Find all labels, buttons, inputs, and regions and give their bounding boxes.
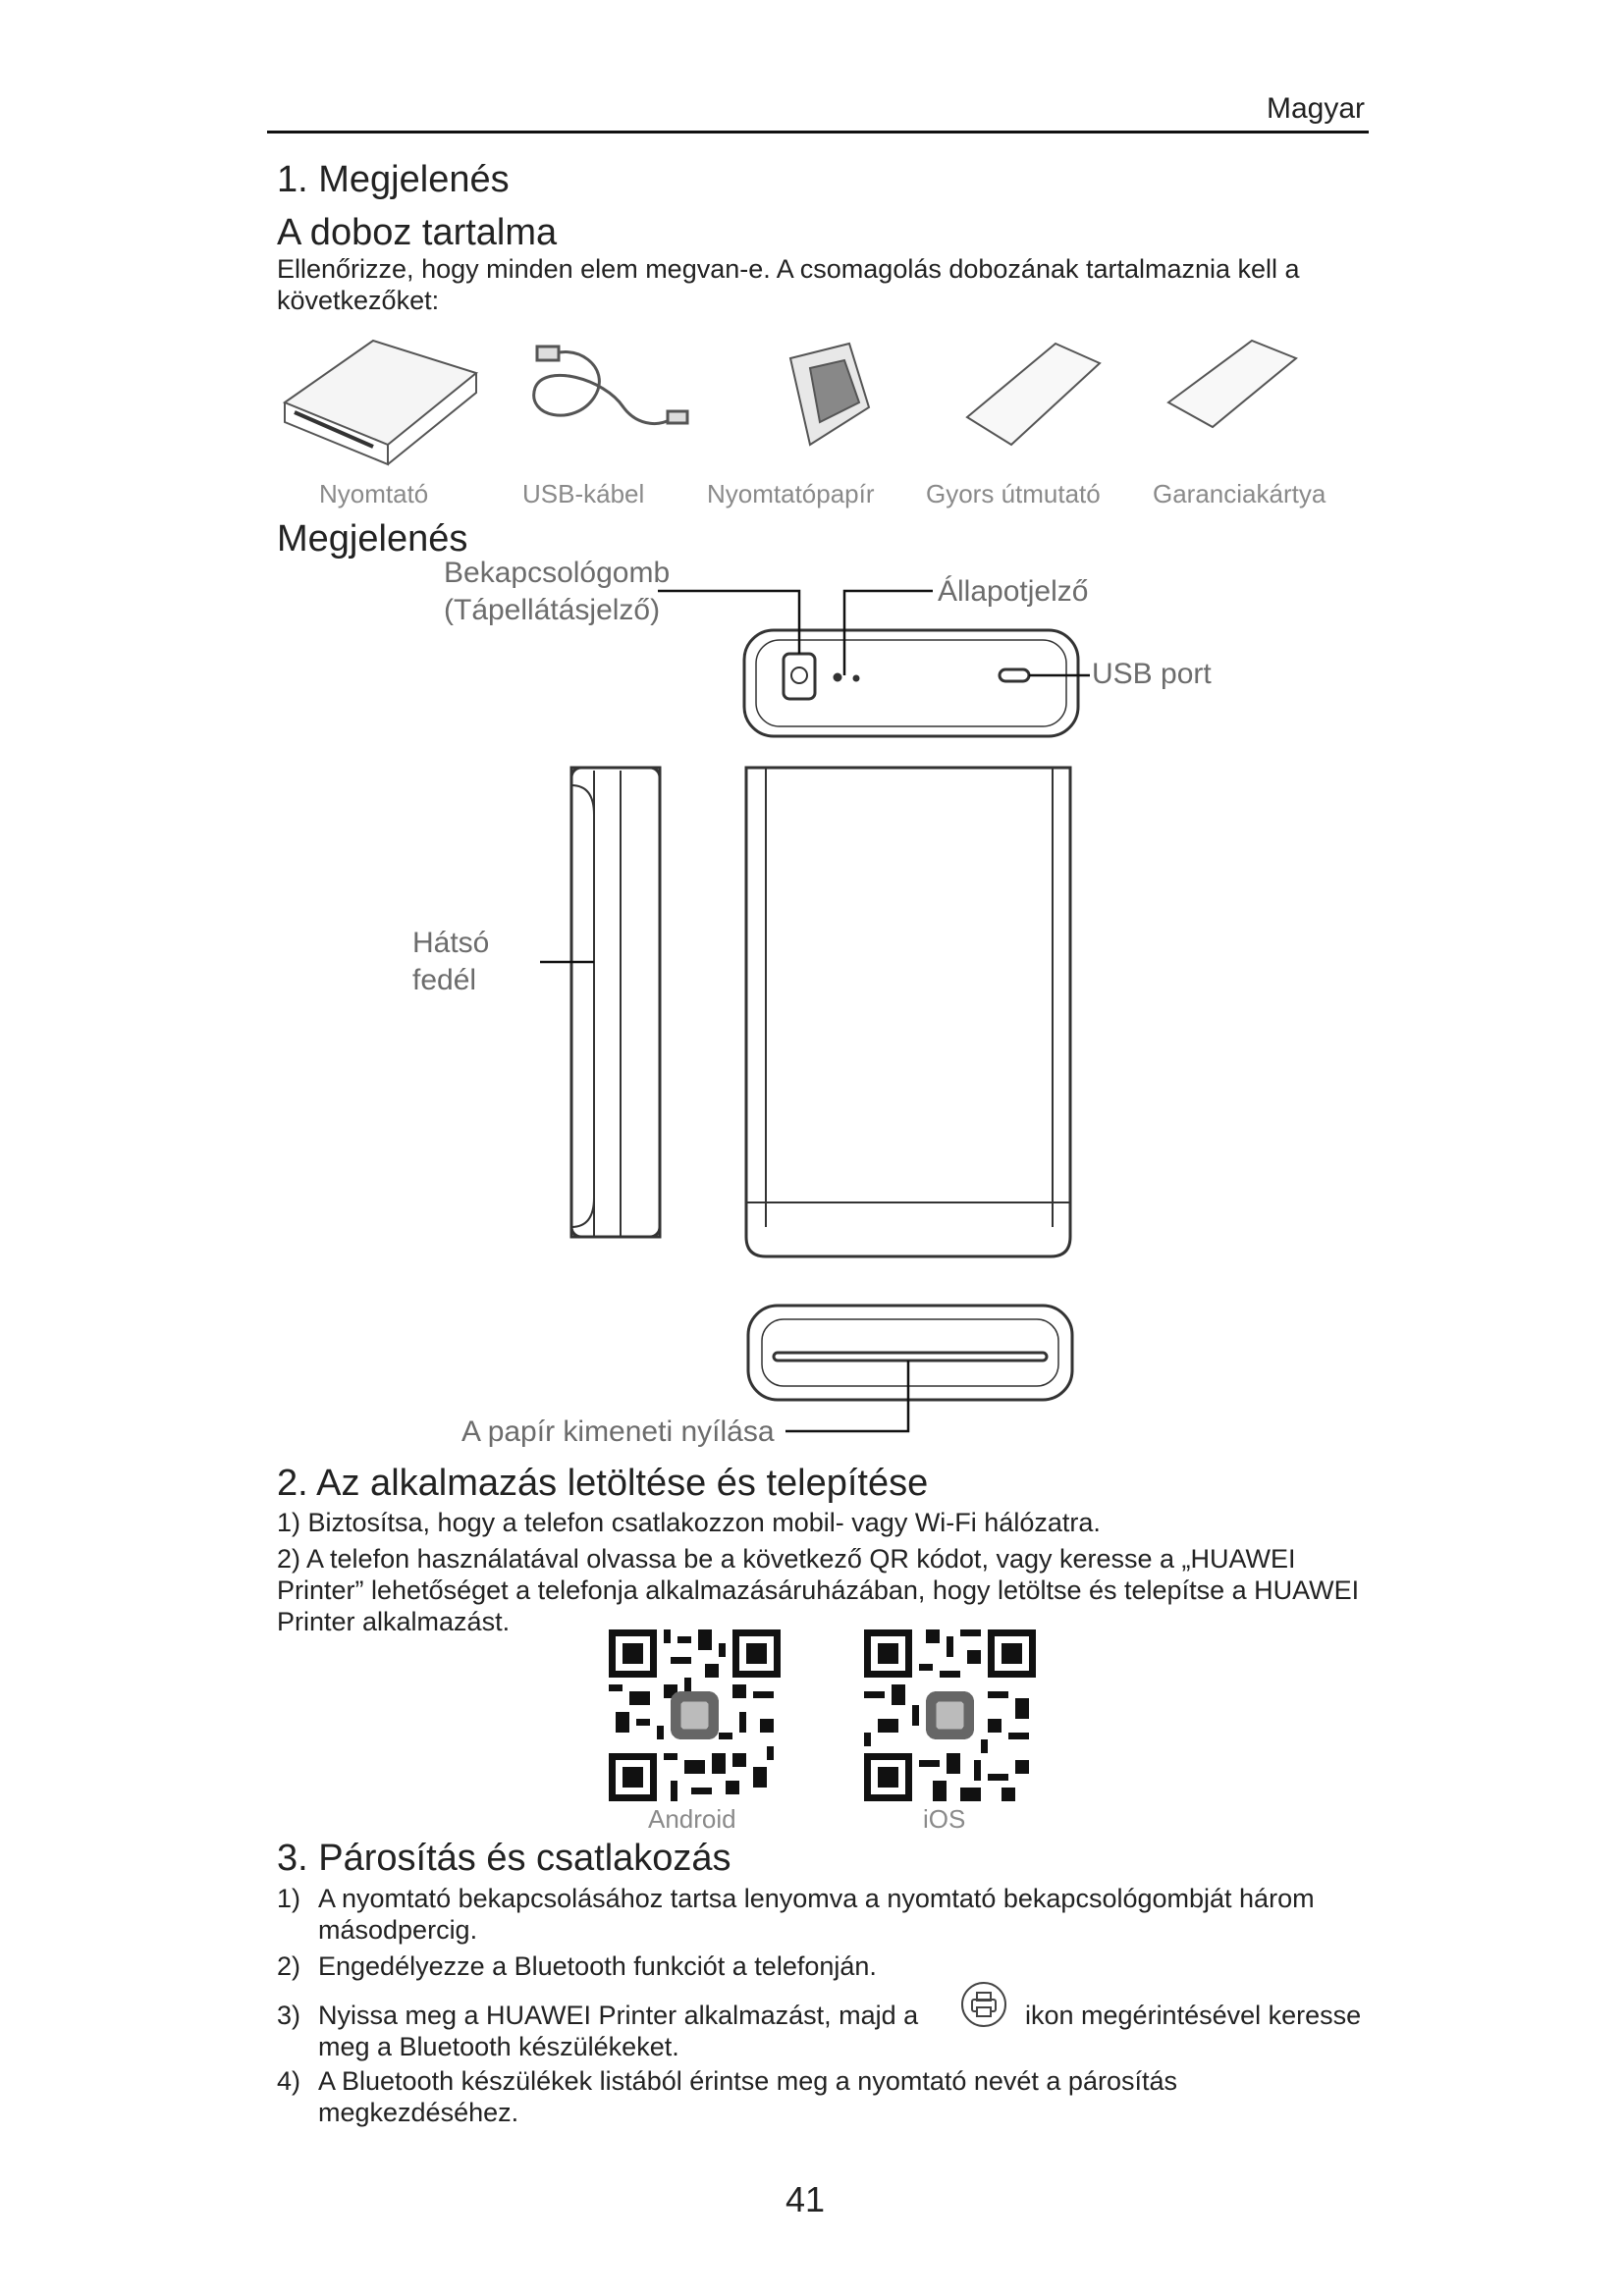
printer-front-view [746, 768, 1070, 1256]
quick-guide-illustration [967, 344, 1100, 445]
label-usb-port: USB port [1092, 658, 1212, 690]
section3-step1-text: A nyomtató bekapcsolásához tartsa lenyomva a nyomtató bekapcsológombját három másodpercig. [318, 1884, 1315, 1945]
section2-step1: 1) Biztosítsa, hogy a telefon csatlakozzon mobil- vagy Wi-Fi hálózatra. [277, 1508, 1101, 1537]
photo-paper-illustration [790, 344, 869, 445]
item-label-quick-guide: Gyors útmutató [926, 479, 1101, 508]
qr-code-ios[interactable] [864, 1629, 1036, 1801]
section2-title: 2. Az alkalmazás letöltése és telepítése [277, 1463, 929, 1504]
section3-step2-num: 2) [277, 1951, 301, 1981]
box-contents-text: Ellenőrizze, hogy minden elem megvan-e. A csomagolás dobozának tartalmaznia kell a következőket: [277, 254, 1300, 315]
section3-step1-num: 1) [277, 1884, 301, 1913]
section3-step4-text: A Bluetooth készülékek listából érintse meg a nyomtató nevét a párosítás megkezdéséhez. [318, 2066, 1177, 2127]
appearance-title: Megjelenés [277, 518, 468, 560]
section3-step4-num: 4) [277, 2066, 301, 2096]
item-label-printer: Nyomtató [319, 479, 429, 508]
label-back-cover-2: fedél [412, 964, 477, 996]
box-contents-title: A doboz tartalma [277, 212, 558, 253]
printer-bottom-view [748, 1306, 1072, 1400]
page-number: 41 [785, 2179, 826, 2219]
item-label-photo-paper: Nyomtatópapír [707, 479, 875, 508]
printer-top-view [744, 630, 1078, 736]
language-label: Magyar [1267, 92, 1366, 125]
item-label-warranty-card: Garanciakártya [1153, 479, 1326, 508]
paper-output-slot [774, 1353, 1047, 1361]
section1-title: 1. Megjelenés [277, 159, 510, 200]
status-indicator-dot [835, 674, 840, 680]
label-paper-output: A papír kimeneti nyílása [461, 1415, 775, 1448]
qr-label-ios: iOS [923, 1804, 966, 1834]
usb-port-shape [1000, 669, 1029, 681]
section2-step2: 2) A telefon használatával olvassa be a következő QR kódot, vagy keresse a „HUAWEI Printer” lehetőséget a telefonja alkalmazásáruházában, hogy letöltse és telepítse a HUAWEI Printer alkalmazást. [277, 1544, 1360, 1636]
box-contents-illustrations [280, 329, 1360, 466]
printer-illustration [285, 341, 476, 464]
warranty-card-illustration [1168, 341, 1296, 427]
label-status-indicator: Állapotjelző [938, 575, 1089, 608]
section3-step2-text: Engedélyezze a Bluetooth funkciót a telefonján. [318, 1951, 877, 1981]
printer-side-view [571, 768, 660, 1237]
item-label-usb-cable: USB-kábel [522, 479, 645, 508]
section3-step3-text-after: ikon megérintésével keresse meg a Bluetooth készülékeket. [318, 2001, 1362, 2061]
label-power-indicator: (Tápellátásjelző) [444, 594, 661, 626]
label-back-cover-1: Hátsó [412, 927, 490, 959]
power-button-shape [784, 654, 815, 699]
label-power-button: Bekapcsológomb [444, 557, 671, 589]
usb-cable-illustration [534, 347, 687, 424]
section3-step3-num: 3) [277, 2001, 301, 2030]
section3-title: 3. Párosítás és csatlakozás [277, 1838, 731, 1879]
header-rule [267, 131, 1369, 133]
qr-code-android[interactable] [609, 1629, 781, 1801]
qr-label-android: Android [648, 1804, 736, 1834]
section3-step3-text-before: Nyissa meg a HUAWEI Printer alkalmazást, majd a [318, 2001, 919, 2030]
